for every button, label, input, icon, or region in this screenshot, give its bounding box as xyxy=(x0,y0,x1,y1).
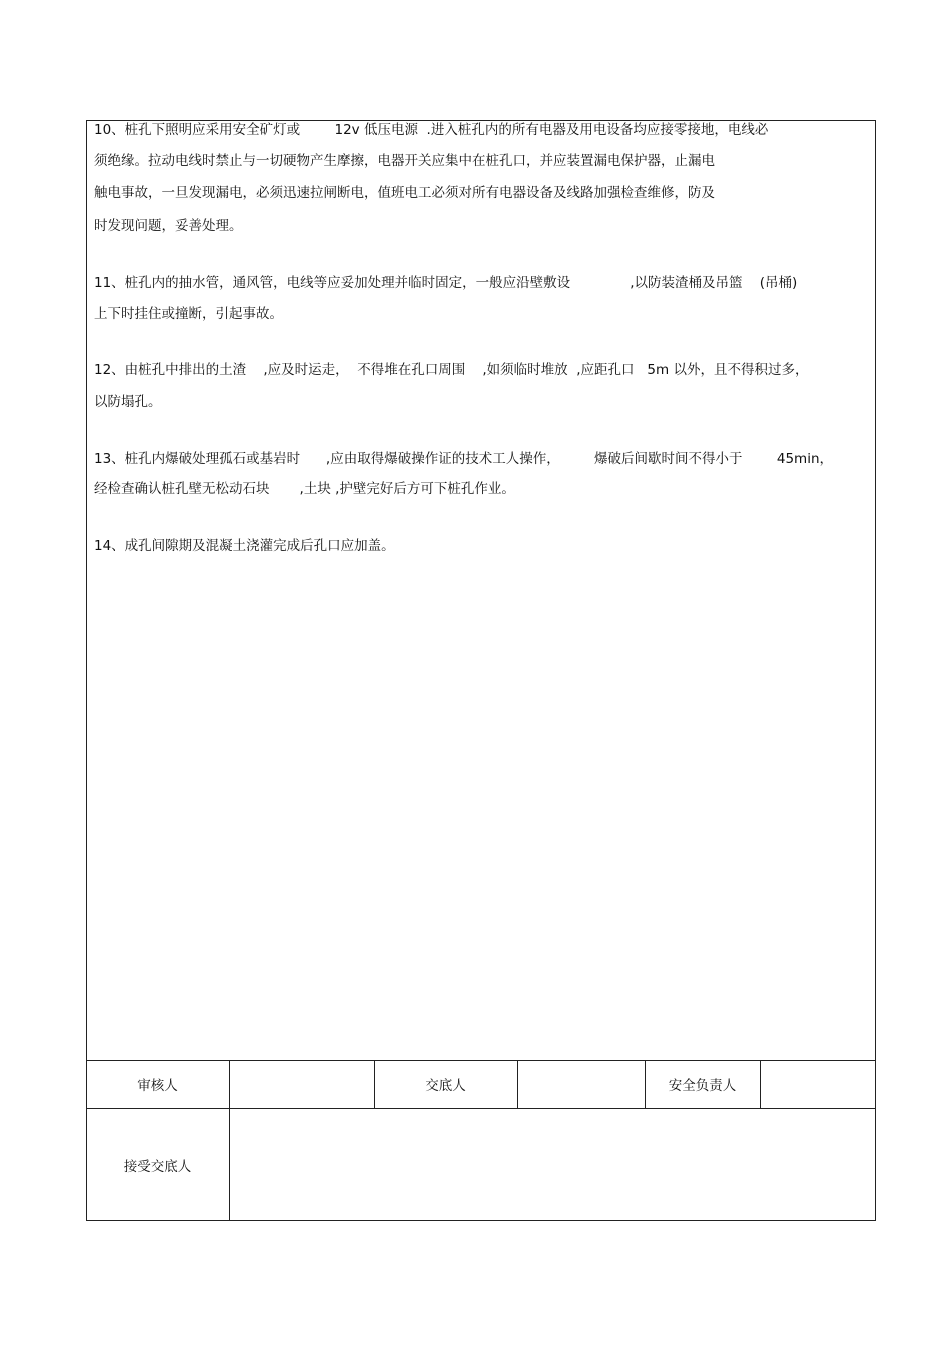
clause-10-line-4: 时发现问题，妥善处理。 xyxy=(94,218,243,234)
clause-12-line-2: 以防塌孔。 xyxy=(94,394,162,410)
clause-12-line-1: 12、由桩孔中排出的土渣 ,应及时运走， 不得堆在孔口周围 ,如须临时堆放 ,应距孔口 5m 以外，且不得积过多， xyxy=(94,362,809,378)
clause-13-line-2: 经检查确认桩孔壁无松动石块 ,土块 ,护壁完好后方可下桩孔作业。 xyxy=(94,481,515,497)
reviewer-field[interactable] xyxy=(230,1060,374,1108)
clause-14-line-1: 14、成孔间隙期及混凝土浇灌完成后孔口应加盖。 xyxy=(94,538,395,554)
safety-officer-field[interactable] xyxy=(761,1060,876,1108)
recipient-label: 接受交底人 xyxy=(123,1159,192,1175)
discloser-field[interactable] xyxy=(518,1060,645,1108)
reviewer-label: 审核人 xyxy=(137,1078,178,1094)
safety-disclosure-content xyxy=(86,120,876,1061)
clause-10-line-2: 须绝缘。拉动电线时禁止与一切硬物产生摩擦，电器开关应集中在桩孔口，并应装置漏电保护器，止漏电 xyxy=(94,153,715,169)
table-top-border xyxy=(86,1060,876,1061)
recipient-field[interactable] xyxy=(230,1109,876,1221)
signature-table xyxy=(86,1060,876,1221)
clause-11-line-1: 11、桩孔内的抽水管，通风管，电线等应妥加处理并临时固定，一般应沿壁敷设 ,以防装渣桶及吊篮 (吊桶) xyxy=(94,275,798,291)
safety-officer-label: 安全负责人 xyxy=(668,1078,737,1094)
clause-10-line-3: 触电事故，一旦发现漏电，必须迅速拉闸断电，值班电工必须对所有电器设备及线路加强检查维修，防及 xyxy=(94,185,715,201)
discloser-label: 交底人 xyxy=(425,1078,466,1094)
clause-13-line-1: 13、桩孔内爆破处理孤石或基岩时 ,应由取得爆破操作证的技术工人操作， 爆破后间歇时间不得小于 45min， xyxy=(94,451,834,467)
clause-11-line-2: 上下时挂住或撞断，引起事故。 xyxy=(94,306,283,322)
clause-10-line-1: 10、桩孔下照明应采用安全矿灯或 12v 低压电源 .进入桩孔内的所有电器及用电设备均应接零接地，电线必 xyxy=(94,122,769,138)
